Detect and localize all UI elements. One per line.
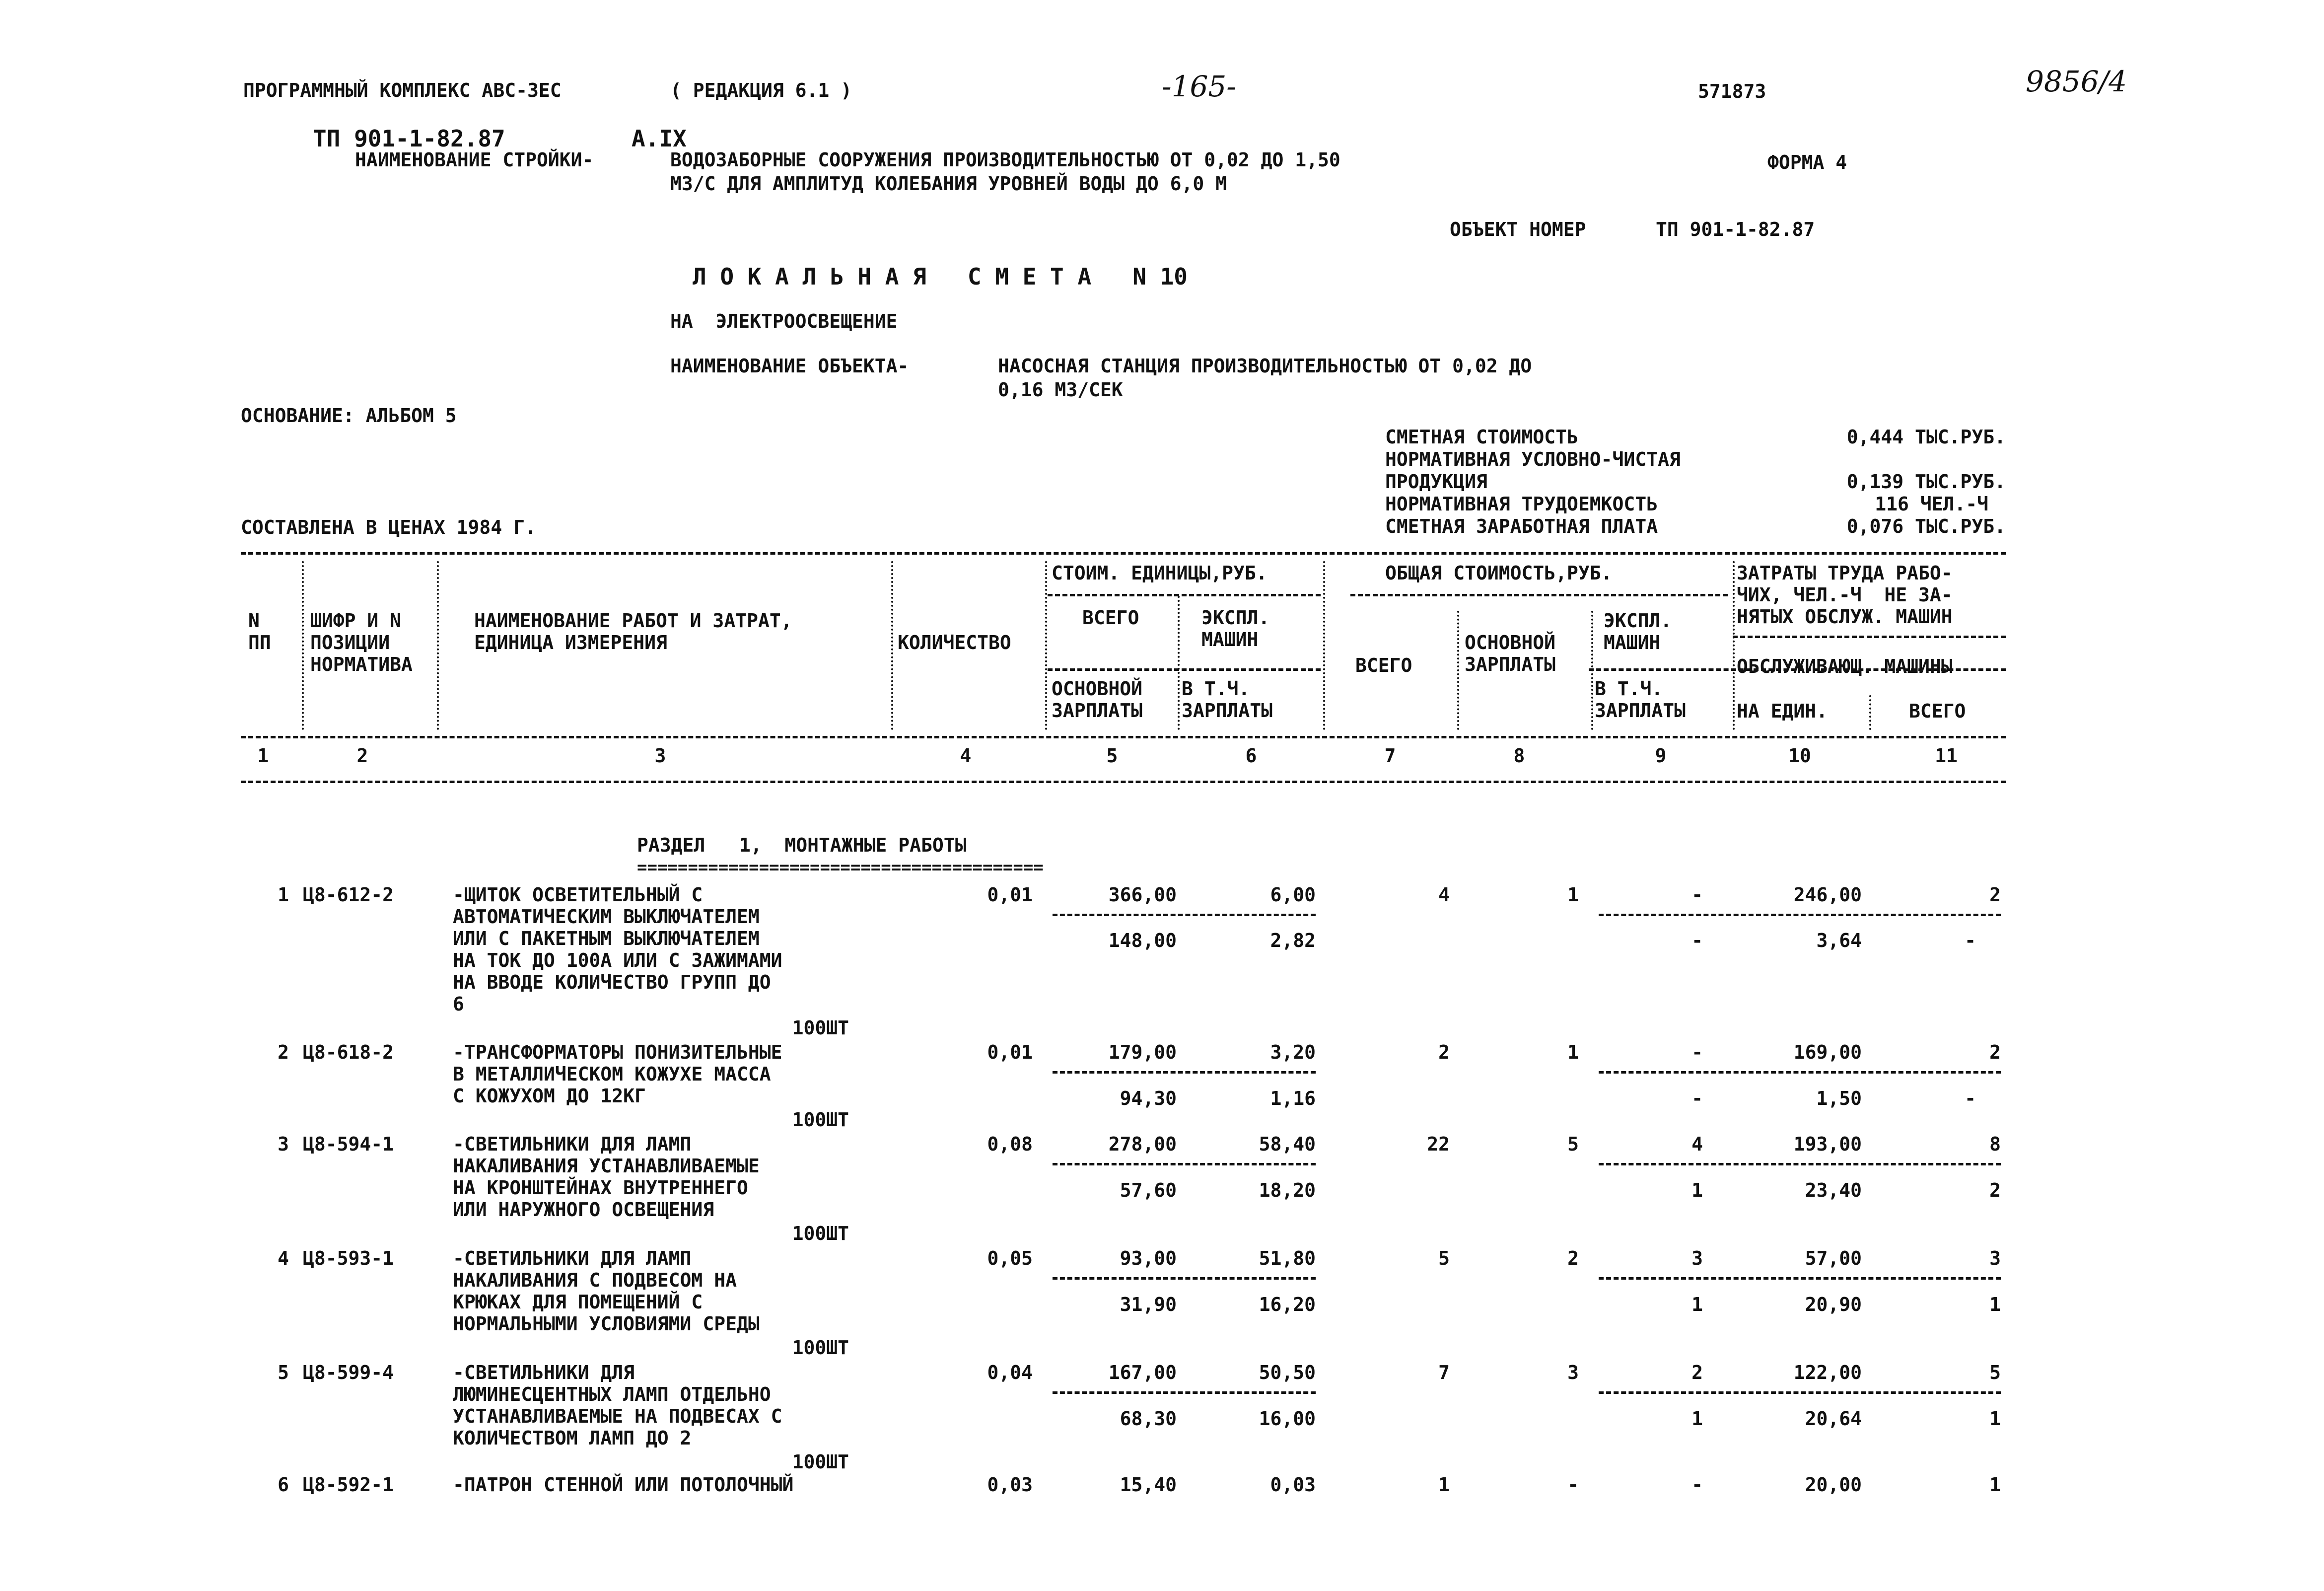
row-code: Ц8-593-1 <box>303 1247 394 1269</box>
row-unit-expl: 50,50 <box>1259 1362 1316 1383</box>
row-total-expl: - <box>1691 884 1703 906</box>
row-total-base: 3 <box>1567 1362 1579 1383</box>
row-unit-base: 68,30 <box>1120 1408 1177 1430</box>
row-total-incl: - <box>1691 930 1703 951</box>
col-code-header: ШИФР И N ПОЗИЦИИ НОРМАТИВА <box>310 610 413 675</box>
row-labor-total: 2 <box>1989 1041 2001 1063</box>
col-number: 10 <box>1788 745 1811 767</box>
row-unit-expl: 6,00 <box>1270 884 1316 906</box>
row-divider <box>1053 1391 1316 1394</box>
col-number: 8 <box>1513 745 1525 767</box>
row-total-expl: - <box>1691 1474 1703 1496</box>
row-unit: 100ШТ <box>792 1017 849 1039</box>
project-tp: ТП 901-1-82.87 <box>313 125 505 152</box>
col-separator <box>891 561 893 730</box>
object-name-line1: НАСОСНАЯ СТАНЦИЯ ПРОИЗВОДИТЕЛЬНОСТЬЮ ОТ 0,02 ДО <box>998 355 1532 377</box>
project-album: А.IX <box>632 125 687 152</box>
unit-total-header: ВСЕГО <box>1082 607 1139 629</box>
row-name: -ЩИТОК ОСВЕТИТЕЛЬНЫЙ С АВТОМАТИЧЕСКИМ ВЫКЛЮЧАТЕЛЕМ ИЛИ С ПАКЕТНЫМ ВЫКЛЮЧАТЕЛЕМ НА ТОК ДО 100А ИЛИ С ЗАЖИМАМИ НА ВВОДЕ КОЛИЧЕСТВО ГРУПП ДО 6 <box>453 884 782 1015</box>
row-name: -СВЕТИЛЬНИКИ ДЛЯ ЛАМП НАКАЛИВАНИЯ С ПОДВЕСОМ НА КРЮКАХ ДЛЯ ПОМЕЩЕНИЙ С НОРМАЛЬНЫМИ УСЛОВИЯМИ СРЕДЫ <box>453 1247 760 1335</box>
row-unit-total: 278,00 <box>1108 1133 1177 1155</box>
row-divider <box>1053 1163 1316 1165</box>
row-total: 4 <box>1438 884 1450 906</box>
row-number: 6 <box>278 1474 289 1496</box>
total-base-header: ОСНОВНОЙ ЗАРПЛАТЫ <box>1465 632 1556 675</box>
summary-label: НОРМАТИВНАЯ УСЛОВНО-ЧИСТАЯ <box>1385 448 1681 470</box>
header-rule <box>1589 668 2006 671</box>
row-total-expl: - <box>1691 1041 1703 1063</box>
row-code: Ц8-594-1 <box>303 1133 394 1155</box>
row-divider <box>1599 1391 2001 1394</box>
row-unit-total: 15,40 <box>1120 1474 1177 1496</box>
row-unit-expl: 58,40 <box>1259 1133 1316 1155</box>
row-labor-unit: 246,00 <box>1793 884 1862 906</box>
summary-label: СМЕТНАЯ ЗАРАБОТНАЯ ПЛАТА <box>1385 515 1658 537</box>
col-qty-header: КОЛИЧЕСТВО <box>898 632 1011 653</box>
doc-code: 571873 <box>1698 80 1766 102</box>
col-separator <box>1869 695 1871 730</box>
row-total-expl: 4 <box>1691 1133 1703 1155</box>
row-unit-incl: 1,16 <box>1270 1087 1316 1109</box>
object-name-label: НАИМЕНОВАНИЕ ОБЪЕКТА- <box>670 355 909 377</box>
summary-value: 0,444 ТЫС.РУБ. <box>1846 426 2006 448</box>
program-edition: ( РЕДАКЦИЯ 6.1 ) <box>670 79 852 101</box>
header-rule-bottom <box>241 781 2006 783</box>
row-divider <box>1599 1163 2001 1165</box>
col-separator <box>1045 561 1047 730</box>
row-unit-total: 366,00 <box>1108 884 1177 906</box>
row-unit-total: 179,00 <box>1108 1041 1177 1063</box>
col-separator <box>302 561 304 730</box>
row-unit-incl: 2,82 <box>1270 930 1316 951</box>
unit-expl-header: ЭКСПЛ. МАШИН <box>1201 607 1270 651</box>
header-rule <box>1048 594 1321 596</box>
labor-header: ЗАТРАТЫ ТРУДА РАБО- ЧИХ, ЧЕЛ.-Ч НЕ ЗА- НЯТЫХ ОБСЛУЖ. МАШИН <box>1737 562 1953 628</box>
col-separator <box>1457 611 1459 730</box>
col-separator <box>1591 611 1593 730</box>
row-unit-expl: 0,03 <box>1270 1474 1316 1496</box>
total-all-header: ВСЕГО <box>1355 654 1412 676</box>
row-labor-total: 3 <box>1989 1247 2001 1269</box>
row-labor-unit: 122,00 <box>1793 1362 1862 1383</box>
unit-base-header: ОСНОВНОЙ ЗАРПЛАТЫ <box>1052 678 1143 722</box>
section-underline: ======================================== <box>637 858 1044 877</box>
labor-total-header: ВСЕГО <box>1909 700 1966 722</box>
row-number: 1 <box>278 884 289 906</box>
row-total-base: 1 <box>1567 884 1579 906</box>
row-total: 1 <box>1438 1474 1450 1496</box>
row-labor-unit-machine: 1,50 <box>1816 1087 1862 1109</box>
estimate-title: Л О К А Л Ь Н А Я С М Е Т А N 10 <box>693 263 1188 290</box>
unit-cost-header: СТОИМ. ЕДИНИЦЫ,РУБ. <box>1052 562 1268 584</box>
page-number: -165- <box>1162 70 1236 103</box>
row-code: Ц8-612-2 <box>303 884 394 906</box>
row-total-incl: 1 <box>1691 1179 1703 1201</box>
col-separator <box>1178 596 1180 730</box>
row-labor-total: 8 <box>1989 1133 2001 1155</box>
object-number: ТП 901-1-82.87 <box>1656 218 1815 240</box>
row-divider <box>1599 914 2001 916</box>
row-labor-unit-machine: 3,64 <box>1816 930 1862 951</box>
row-total-incl: 1 <box>1691 1294 1703 1315</box>
row-labor-total-machine: 1 <box>1989 1408 2001 1430</box>
col-number: 2 <box>356 745 368 767</box>
col-separator <box>1733 561 1735 730</box>
row-total-expl: 2 <box>1691 1362 1703 1383</box>
building-line1: ВОДОЗАБОРНЫЕ СООРУЖЕНИЯ ПРОИЗВОДИТЕЛЬНОСТЬЮ ОТ 0,02 ДО 1,50 <box>670 149 1340 171</box>
total-expl-header: ЭКСПЛ. МАШИН <box>1604 610 1672 653</box>
row-total: 5 <box>1438 1247 1450 1269</box>
row-unit-expl: 3,20 <box>1270 1041 1316 1063</box>
row-unit: 100ШТ <box>792 1223 849 1244</box>
row-unit-total: 93,00 <box>1120 1247 1177 1269</box>
row-name: -СВЕТИЛЬНИКИ ДЛЯ ЛЮМИНЕСЦЕНТНЫХ ЛАМП ОТДЕЛЬНО УСТАНАВЛИВАЕМЫЕ НА ПОДВЕСАХ С КОЛИЧЕСТВОМ ЛАМП ДО 2 <box>453 1362 782 1449</box>
row-name: -ТРАНСФОРМАТОРЫ ПОНИЗИТЕЛЬНЫЕ В МЕТАЛЛИЧЕСКОМ КОЖУХЕ МАССА С КОЖУХОМ ДО 12КГ <box>453 1041 782 1107</box>
row-unit-total: 167,00 <box>1108 1362 1177 1383</box>
program-name: ПРОГРАММНЫЙ КОМПЛЕКС АВС-3ЕС <box>243 79 562 101</box>
col-number-header: N ПП <box>248 610 271 653</box>
header-rule <box>1733 636 2006 638</box>
col-name-header: НАИМЕНОВАНИЕ РАБОТ И ЗАТРАТ, ЕДИНИЦА ИЗМЕРЕНИЯ <box>474 610 792 653</box>
header-rule-top <box>241 552 2006 555</box>
row-labor-unit-machine: 20,64 <box>1805 1408 1862 1430</box>
row-unit-base: 148,00 <box>1108 930 1177 951</box>
header-rule <box>1048 668 1321 671</box>
row-divider <box>1053 1277 1316 1280</box>
row-total-base: 1 <box>1567 1041 1579 1063</box>
col-number: 11 <box>1935 745 1958 767</box>
row-labor-unit-machine: 23,40 <box>1805 1179 1862 1201</box>
row-labor-unit: 193,00 <box>1793 1133 1862 1155</box>
col-number: 4 <box>960 745 972 767</box>
row-qty: 0,01 <box>987 884 1033 906</box>
row-labor-unit: 57,00 <box>1805 1247 1862 1269</box>
row-divider <box>1599 1277 2001 1280</box>
row-unit: 100ШТ <box>792 1337 849 1359</box>
row-name: -СВЕТИЛЬНИКИ ДЛЯ ЛАМП НАКАЛИВАНИЯ УСТАНАВЛИВАЕМЫЕ НА КРОНШТЕЙНАХ ВНУТРЕННЕГО ИЛИ НАРУЖНОГО ОСВЕЩЕНИЯ <box>453 1133 760 1221</box>
labor-sub-header: ОБСЛУЖИВАЮЩ. МАШИНЫ <box>1737 655 1953 677</box>
row-total: 2 <box>1438 1041 1450 1063</box>
row-labor-total: 1 <box>1989 1474 2001 1496</box>
row-total-expl: 3 <box>1691 1247 1703 1269</box>
row-number: 3 <box>278 1133 289 1155</box>
object-number-label: ОБЪЕКТ НОМЕР <box>1450 218 1586 240</box>
section-title: РАЗДЕЛ 1, МОНТАЖНЫЕ РАБОТЫ <box>637 834 967 856</box>
header-rule <box>1350 594 1728 596</box>
row-labor-total-machine: 2 <box>1989 1179 2001 1201</box>
col-number: 3 <box>654 745 666 767</box>
row-unit-base: 31,90 <box>1120 1294 1177 1315</box>
summary-label: НОРМАТИВНАЯ ТРУДОЕМКОСТЬ <box>1385 493 1658 515</box>
row-unit-base: 57,60 <box>1120 1179 1177 1201</box>
estimate-basis: ОСНОВАНИЕ: АЛЬБОМ 5 <box>241 405 457 427</box>
summary-label: СМЕТНАЯ СТОИМОСТЬ <box>1385 426 1578 448</box>
total-incl-header: В Т.Ч. ЗАРПЛАТЫ <box>1595 678 1686 722</box>
row-unit-incl: 16,20 <box>1259 1294 1316 1315</box>
summary-value: 0,076 ТЫС.РУБ. <box>1846 515 2006 537</box>
row-qty: 0,08 <box>987 1133 1033 1155</box>
row-qty: 0,04 <box>987 1362 1033 1383</box>
row-labor-total: 2 <box>1989 884 2001 906</box>
row-labor-total-machine: 1 <box>1989 1294 2001 1315</box>
row-labor-total: 5 <box>1989 1362 2001 1383</box>
row-qty: 0,03 <box>987 1474 1033 1496</box>
row-labor-total-machine: - <box>1965 930 1976 951</box>
row-qty: 0,01 <box>987 1041 1033 1063</box>
row-unit: 100ШТ <box>792 1109 849 1131</box>
row-number: 4 <box>278 1247 289 1269</box>
row-divider <box>1053 1071 1316 1074</box>
col-number: 7 <box>1384 745 1396 767</box>
form-number: ФОРМА 4 <box>1767 151 1847 173</box>
row-unit-expl: 51,80 <box>1259 1247 1316 1269</box>
summary-value: 116 ЧЕЛ.-Ч <box>1875 493 1988 515</box>
row-number: 2 <box>278 1041 289 1063</box>
row-name: -ПАТРОН СТЕННОЙ ИЛИ ПОТОЛОЧНЫЙ <box>453 1474 794 1496</box>
handwritten-ref: 9856/4 <box>2026 65 2127 98</box>
price-level: СОСТАВЛЕНА В ЦЕНАХ 1984 Г. <box>241 516 536 538</box>
row-code: Ц8-618-2 <box>303 1041 394 1063</box>
row-labor-unit: 169,00 <box>1793 1041 1862 1063</box>
row-unit-incl: 16,00 <box>1259 1408 1316 1430</box>
col-number: 9 <box>1655 745 1667 767</box>
col-number: 5 <box>1106 745 1118 767</box>
row-qty: 0,05 <box>987 1247 1033 1269</box>
summary-value: 0,139 ТЫС.РУБ. <box>1846 471 2006 493</box>
row-code: Ц8-592-1 <box>303 1474 394 1496</box>
row-total-incl: 1 <box>1691 1408 1703 1430</box>
row-code: Ц8-599-4 <box>303 1362 394 1383</box>
col-number: 1 <box>257 745 269 767</box>
object-name-line2: 0,16 М3/СЕК <box>998 379 1123 401</box>
row-labor-unit: 20,00 <box>1805 1474 1862 1496</box>
row-total-base: 5 <box>1567 1133 1579 1155</box>
row-labor-total-machine: - <box>1965 1087 1976 1109</box>
col-separator <box>437 561 439 730</box>
row-unit: 100ШТ <box>792 1451 849 1473</box>
row-total-base: 2 <box>1567 1247 1579 1269</box>
row-labor-unit-machine: 20,90 <box>1805 1294 1862 1315</box>
building-label: НАИМЕНОВАНИЕ СТРОЙКИ- <box>355 149 594 171</box>
col-number: 6 <box>1245 745 1257 767</box>
row-unit-base: 94,30 <box>1120 1087 1177 1109</box>
labor-unit-header: НА ЕДИН. <box>1737 700 1828 722</box>
header-rule-mid <box>241 736 2006 738</box>
row-unit-incl: 18,20 <box>1259 1179 1316 1201</box>
estimate-subject: НА ЭЛЕКТРООСВЕЩЕНИЕ <box>670 310 898 332</box>
col-separator <box>1323 561 1325 730</box>
row-total-incl: - <box>1691 1087 1703 1109</box>
row-total: 7 <box>1438 1362 1450 1383</box>
building-line2: М3/С ДЛЯ АМПЛИТУД КОЛЕБАНИЯ УРОВНЕЙ ВОДЫ ДО 6,0 М <box>670 173 1227 195</box>
summary-label: ПРОДУКЦИЯ <box>1385 471 1487 493</box>
row-total-base: - <box>1567 1474 1579 1496</box>
total-cost-header: ОБЩАЯ СТОИМОСТЬ,РУБ. <box>1385 562 1613 584</box>
unit-incl-header: В Т.Ч. ЗАРПЛАТЫ <box>1182 678 1273 722</box>
row-divider <box>1053 914 1316 916</box>
row-divider <box>1599 1071 2001 1074</box>
row-number: 5 <box>278 1362 289 1383</box>
row-total: 22 <box>1427 1133 1450 1155</box>
